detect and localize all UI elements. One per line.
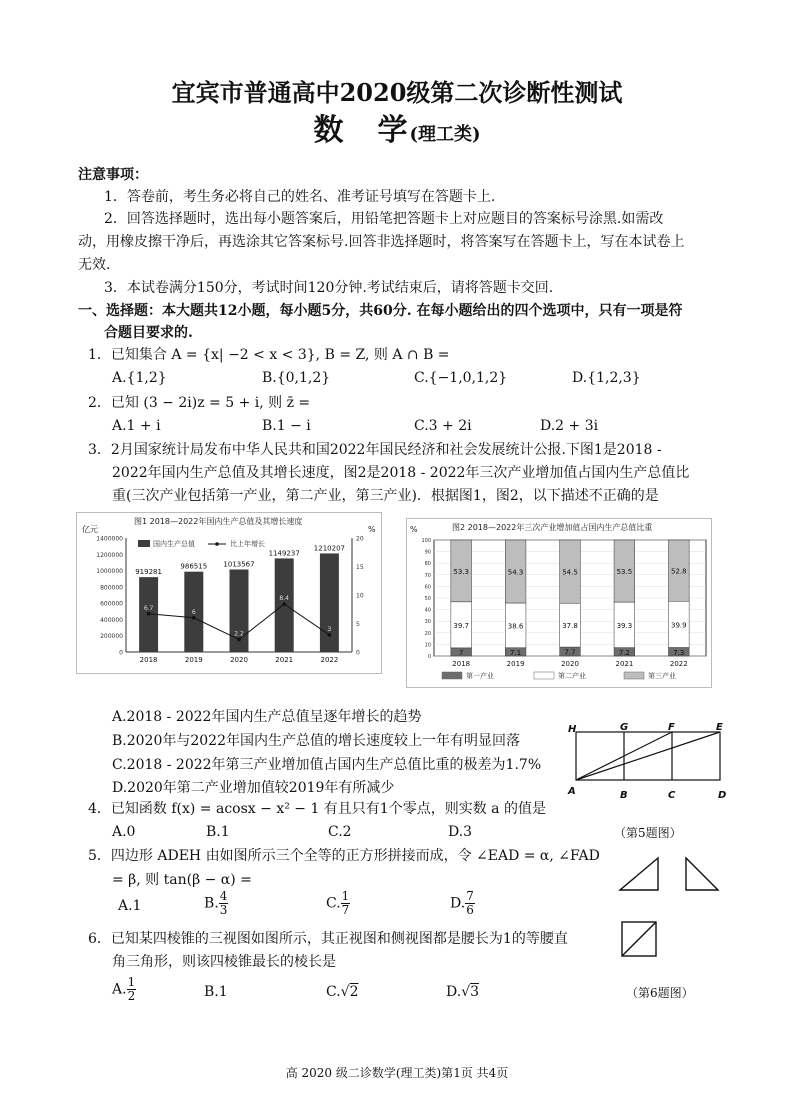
gdp-chart-left-axis-label: 亿元 xyxy=(82,525,98,534)
q5-label-e: E xyxy=(716,722,723,733)
gdp-right-tick-label: 20 xyxy=(356,535,364,543)
section-1-heading-line-2: 合题目要求的. xyxy=(104,325,193,341)
industry-segment-label: 39.3 xyxy=(616,621,633,630)
industry-legend-label: 第一产业 xyxy=(466,672,494,680)
q6-three-view-figure xyxy=(614,852,734,962)
industry-tick-label: 60 xyxy=(424,584,431,591)
q5-stem-line-1: 5．四边形 ADEH 由如图所示三个全等的正方形拼接而成，令 ∠EAD = α, ∠FAD xyxy=(88,848,600,864)
industry-chart-title: 图2 2018—2022年三次产业增加值占国内生产总值比重 xyxy=(452,523,653,532)
q2-stem: 2．已知 (3 − 2i)z = 5 + i, 则 z̄ = xyxy=(88,395,311,411)
q5-option-d-num: 7 xyxy=(466,889,474,903)
q5-line-ae xyxy=(576,732,720,780)
industry-segment-label: 39.7 xyxy=(453,621,469,630)
q2-option-a: A.1 + i xyxy=(112,418,161,434)
q6-option-c: C.√2 xyxy=(326,984,359,1000)
q1-option-d: D.{1,2,3} xyxy=(572,370,641,386)
industry-tick-label: 10 xyxy=(424,642,431,649)
gdp-legend-bar-swatch xyxy=(138,540,150,547)
industry-share-chart xyxy=(406,518,712,688)
q5-option-d xyxy=(450,890,475,917)
growth-point-label: 8.4 xyxy=(279,595,289,603)
q5-label-d: D xyxy=(718,790,727,801)
q6-option-a-den: 2 xyxy=(127,989,136,1003)
q6-figure-caption: （第6题图） xyxy=(626,986,694,1000)
gdp-right-tick-label: 0 xyxy=(356,649,360,657)
q2-option-c: C.3 + 2i xyxy=(414,418,472,434)
gdp-category-label: 2022 xyxy=(320,656,339,664)
growth-point xyxy=(147,612,151,616)
q5-squares-figure xyxy=(562,718,742,806)
q5-option-c-num: 1 xyxy=(341,889,350,903)
q5-option-b-num: 4 xyxy=(219,889,228,903)
q5-option-c-fraction xyxy=(341,890,351,917)
q5-option-c-label: C. xyxy=(326,895,341,912)
industry-chart-axis-label: % xyxy=(410,525,418,534)
q5-option-a: A.1 xyxy=(118,898,142,914)
industry-segment-label: 53.5 xyxy=(616,568,633,577)
gdp-bar-label: 986515 xyxy=(180,562,208,571)
growth-point-label: 2.2 xyxy=(234,630,244,638)
industry-tick-label: 40 xyxy=(424,607,431,614)
industry-legend-swatch xyxy=(534,672,554,679)
industry-segment-label: 54.3 xyxy=(507,568,524,577)
gdp-category-label: 2019 xyxy=(184,656,203,664)
growth-point xyxy=(328,633,332,637)
notice-item-2-line-2: 动，用橡皮擦干净后，再选涂其它答案标号.回答非选择题时，将答案写在答题卡上，写在本试卷上 xyxy=(78,234,685,250)
industry-tick-label: 70 xyxy=(424,572,431,579)
gdp-bar-label: 1210207 xyxy=(313,544,345,553)
subject-type: (理工类) xyxy=(409,124,481,145)
q3-stem-line-1: 3．2月国家统计局发布中华人民共和国2022年国民经济和社会发展统计公报.下图1是2018 - xyxy=(88,442,662,458)
q5-option-c xyxy=(326,890,350,917)
gdp-left-tick-label: 600000 xyxy=(100,600,123,608)
notice-item-2-line-3: 无效. xyxy=(78,257,111,273)
industry-segment-label: 7.1 xyxy=(510,648,522,657)
section-1-heading: 一、选择题：本大题共12小题，每小题5分，共60分. 在每小题给出的四个选项中，只有一项是符 xyxy=(78,303,683,319)
gdp-category-label: 2020 xyxy=(230,656,248,664)
growth-point-label: 3 xyxy=(327,625,332,633)
q6-stem-line-2: 角三角形，则该四棱锥最长的棱长是 xyxy=(112,954,336,970)
q6-option-c-radicand: 2 xyxy=(349,984,359,1000)
gdp-bar-label: 1013567 xyxy=(223,560,255,569)
gdp-bar xyxy=(320,553,339,652)
gdp-bar-label: 1149237 xyxy=(268,549,300,558)
q3-option-b: B.2020年与2022年国内生产总值的增长速度较上一年有明显回落 xyxy=(112,733,520,749)
notice-heading: 注意事项： xyxy=(78,167,148,183)
q5-label-b: B xyxy=(620,790,628,801)
gdp-right-tick-label: 5 xyxy=(356,621,360,628)
q6-option-a-fraction xyxy=(127,976,137,1003)
q3-stem-line-2: 2022年国内生产总值及其增长速度，图2是2018 - 2022年三次产业增加值占国内生产总值比 xyxy=(112,465,690,481)
gdp-chart-right-axis-label: % xyxy=(368,525,376,534)
q1-option-b: B.{0,1,2} xyxy=(262,370,331,386)
industry-tick-label: 30 xyxy=(424,619,431,626)
gdp-left-tick-label: 800000 xyxy=(100,584,123,592)
q6-option-a-label: A. xyxy=(112,981,127,998)
industry-segment-label: 54.5 xyxy=(562,568,578,577)
q5-option-b-den: 3 xyxy=(219,903,228,917)
industry-legend-swatch xyxy=(442,672,462,679)
industry-segment-label: 38.6 xyxy=(507,622,524,631)
q3-option-c: C.2018 - 2022年第三产业增加值占国内生产总值比重的极差为1.7% xyxy=(112,757,542,773)
growth-point-label: 6.7 xyxy=(143,604,154,612)
q6-option-a-num: 1 xyxy=(127,975,136,989)
gdp-legend-line-label: 比上年增长 xyxy=(230,540,265,548)
q5-stem-line-2: = β, 则 tan(β − α) = xyxy=(112,872,252,888)
q4-option-b: B.1 xyxy=(206,824,230,840)
gdp-left-tick-label: 1200000 xyxy=(96,551,123,559)
notice-item-1: 1．答卷前，考生务必将自己的姓名、准考证号填写在答题卡上. xyxy=(104,189,496,205)
industry-legend-swatch xyxy=(624,672,644,679)
gdp-left-tick-label: 400000 xyxy=(100,616,123,624)
gdp-bar-label: 919281 xyxy=(135,568,162,577)
growth-point xyxy=(282,602,286,606)
industry-tick-label: 80 xyxy=(424,561,431,568)
q3-stem-line-3: 重(三次产业包括第一产业，第二产业，第三产业)．根据图1，图2，以下描述不正确的是 xyxy=(112,488,659,504)
q6-option-a xyxy=(112,976,136,1003)
q1-option-c: C.{−1,0,1,2} xyxy=(414,370,508,386)
industry-tick-label: 0 xyxy=(427,654,431,660)
industry-segment-label: 39.9 xyxy=(671,621,687,630)
q5-option-b xyxy=(204,890,228,917)
q6-option-d-label: D. xyxy=(446,984,462,1000)
q4-option-d: D.3 xyxy=(448,824,473,840)
industry-category-label: 2019 xyxy=(506,660,525,668)
q4-option-c: C.2 xyxy=(328,824,352,840)
gdp-left-tick-label: 200000 xyxy=(100,633,123,641)
industry-tick-label: 50 xyxy=(424,596,431,602)
industry-segment-label: 7 xyxy=(458,648,464,657)
q6-side-view xyxy=(686,858,718,890)
q5-option-c-den: 7 xyxy=(341,903,350,917)
q5-label-g: G xyxy=(620,722,629,733)
industry-tick-label: 20 xyxy=(424,630,431,637)
exam-title: 宜宾市普通高中2020级第二次诊断性测试 xyxy=(171,78,623,107)
q6-top-view-diagonal xyxy=(622,922,656,956)
industry-category-label: 2022 xyxy=(669,660,688,668)
q5-option-d-label: D. xyxy=(450,895,466,912)
page-footer: 高 2020 级二诊数学(理工类)第1页 共4页 xyxy=(285,1066,509,1080)
industry-category-label: 2018 xyxy=(452,660,471,668)
q3-option-d: D.2020年第二产业增加值较2019年有所减少 xyxy=(112,780,395,796)
gdp-category-label: 2021 xyxy=(275,656,294,664)
industry-tick-label: 100 xyxy=(421,538,431,544)
industry-segment-label: 7.3 xyxy=(673,648,685,657)
q1-stem: 1．已知集合 A = {x| −2 < x < 3}, B = Z, 则 A ∩ B = xyxy=(88,347,450,363)
industry-segment-label: 7.7 xyxy=(564,648,576,657)
gdp-left-tick-label: 1400000 xyxy=(96,535,123,543)
industry-segment-label: 52.8 xyxy=(671,567,687,576)
q5-label-a: A xyxy=(568,786,576,797)
industry-category-label: 2020 xyxy=(561,660,579,668)
q5-label-f: F xyxy=(668,722,675,733)
gdp-legend-line-marker xyxy=(215,542,219,546)
q5-option-d-fraction xyxy=(465,890,475,917)
q5-option-b-label: B. xyxy=(204,895,219,912)
gdp-chart xyxy=(76,512,382,674)
gdp-right-tick-label: 10 xyxy=(356,592,364,600)
growth-point-label: 6 xyxy=(191,608,196,616)
gdp-legend-bar-label: 国内生产总值 xyxy=(153,540,195,548)
notice-item-2-line-1: 2．回答选择题时，选出每小题答案后，用铅笔把答题卡上对应题目的答案标号涂黑.如需改 xyxy=(104,211,664,227)
industry-segment-label: 37.8 xyxy=(562,622,578,631)
industry-legend-label: 第三产业 xyxy=(648,672,676,680)
growth-point xyxy=(237,638,241,642)
gdp-category-label: 2018 xyxy=(139,656,158,664)
growth-point xyxy=(192,616,196,620)
q5-option-b-fraction xyxy=(219,890,229,917)
industry-tick-label: 90 xyxy=(424,549,431,556)
q4-option-a: A.0 xyxy=(112,824,136,840)
q5-label-c: C xyxy=(668,790,676,801)
subject-title xyxy=(0,113,794,148)
q2-option-d: D.2 + 3i xyxy=(540,418,599,434)
q2-option-b: B.1 − i xyxy=(262,418,311,434)
q6-option-b: B.1 xyxy=(204,984,228,1000)
q5-label-h: H xyxy=(568,724,577,735)
q6-option-c-label: C. xyxy=(326,984,341,1000)
q4-stem: 4．已知函数 f(x) = acosx − x² − 1 有且只有1个零点，则实数 a 的值是 xyxy=(88,801,546,817)
industry-category-label: 2021 xyxy=(615,660,634,668)
industry-segment-label: 53.3 xyxy=(453,567,469,576)
q6-stem-line-1: 6．已知某四棱锥的三视图如图所示，其正视图和侧视图都是腰长为1的等腰直 xyxy=(88,931,568,947)
q1-option-a: A.{1,2} xyxy=(112,370,167,386)
q3-option-a: A.2018 - 2022年国内生产总值呈逐年增长的趋势 xyxy=(112,709,422,725)
industry-segment-label: 7.2 xyxy=(618,648,630,657)
notice-item-3: 3．本试卷满分150分，考试时间120分钟.考试结束后，请将答题卡交回. xyxy=(104,280,554,296)
gdp-left-tick-label: 1000000 xyxy=(96,568,123,576)
q6-option-d: D.√3 xyxy=(446,984,480,1000)
q5-option-d-den: 6 xyxy=(466,903,474,917)
industry-legend-label: 第二产业 xyxy=(558,672,586,680)
subject-name: 数 学 xyxy=(313,113,410,148)
gdp-chart-title: 图1 2018—2022年国内生产总值及其增长速度 xyxy=(134,517,303,526)
q6-front-view xyxy=(620,858,658,890)
q5-figure-caption: （第5题图） xyxy=(614,826,682,840)
gdp-right-tick-label: 15 xyxy=(356,564,364,571)
q6-option-d-radicand: 3 xyxy=(470,984,480,1000)
gdp-left-tick-label: 0 xyxy=(119,649,123,657)
